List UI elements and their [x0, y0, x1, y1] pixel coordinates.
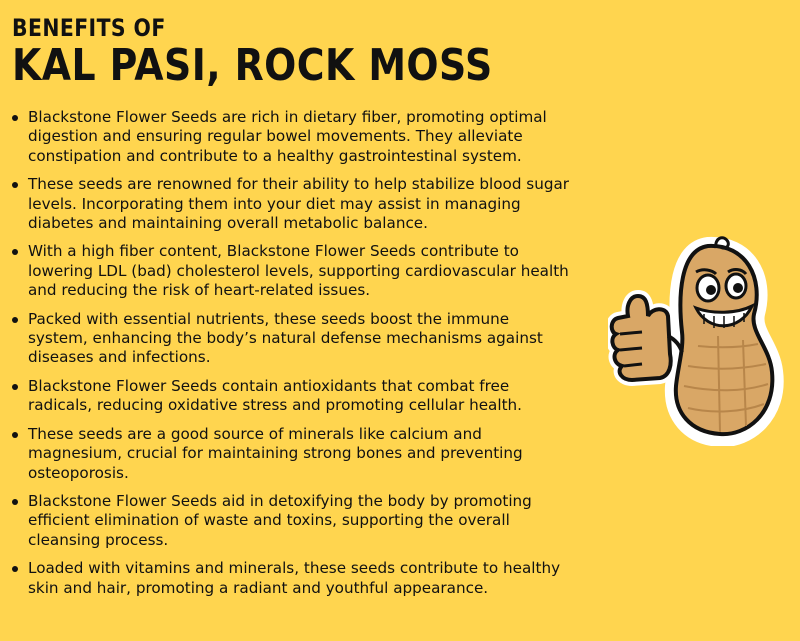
benefit-item: With a high fiber content, Blackstone Flower Seeds contribute to lowering LDL (bad) cholesterol levels, supporting cardiovascular health and reducing the risk of heart-related issues. — [10, 242, 570, 300]
benefit-item: These seeds are renowned for their ability to help stabilize blood sugar levels. Incorporating them into your diet may assist in managing diabetes and maintaining overall metabolic balance. — [10, 175, 570, 233]
benefit-item: Blackstone Flower Seeds contain antioxidants that combat free radicals, reducing oxidative stress and promoting cellular health. — [10, 377, 570, 416]
benefits-list — [10, 108, 570, 607]
benefit-item: Blackstone Flower Seeds are rich in dietary fiber, promoting optimal digestion and ensuring regular bowel movements. They alleviate constipation and contribute to a healthy gastrointestinal system. — [10, 108, 570, 166]
peanut-mascot-thumbs-up-icon — [608, 236, 798, 446]
header — [12, 14, 571, 90]
benefit-item: Packed with essential nutrients, these seeds boost the immune system, enhancing the body’s natural defense mechanisms against diseases and infections. — [10, 310, 570, 368]
benefit-item: Blackstone Flower Seeds aid in detoxifying the body by promoting efficient elimination of waste and toxins, supporting the overall cleansing process. — [10, 492, 570, 550]
page-title: KAL PASI, ROCK MOSS — [12, 40, 493, 91]
benefit-item: These seeds are a good source of minerals like calcium and magnesium, crucial for maintaining strong bones and preventing osteoporosis. — [10, 425, 570, 483]
page-subtitle: BENEFITS OF — [12, 14, 166, 42]
benefit-item: Loaded with vitamins and minerals, these seeds contribute to healthy skin and hair, promoting a radiant and youthful appearance. — [10, 559, 570, 598]
